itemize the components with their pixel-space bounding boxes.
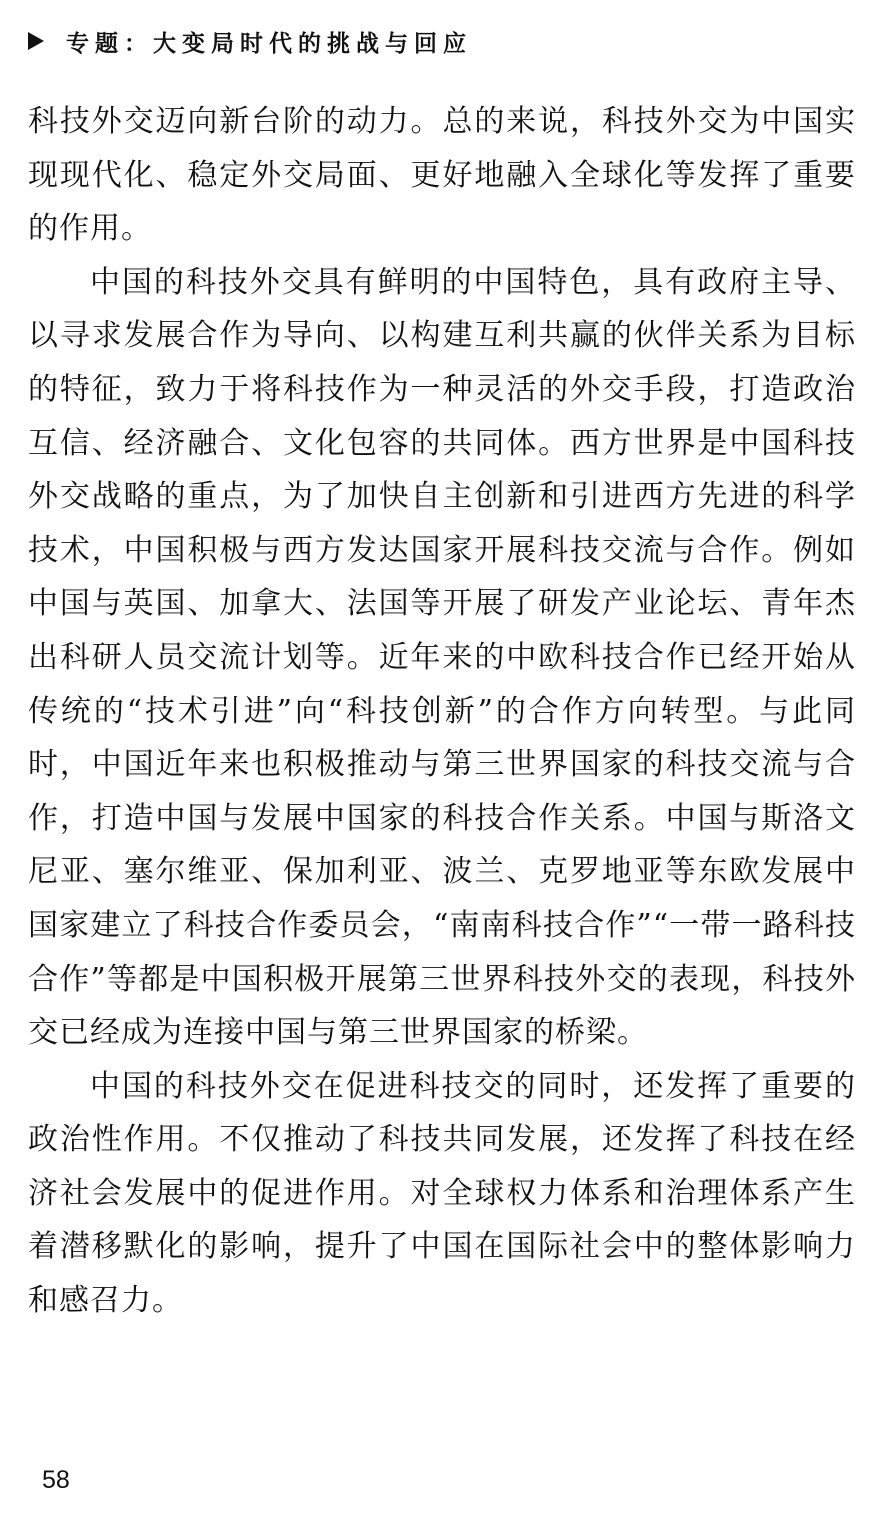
- header-title: 专题：大变局时代的挑战与回应: [66, 30, 472, 57]
- paragraph: 中国的科技外交在促进科技交的同时，还发挥了重要的政治性作用。不仅推动了科技共同发展，还发挥了科技在经济社会发展中的促进作用。对全球权力体系和治理体系产生着潜移默化的影响，提升了中国在国际社会中的整体影响力和感召力。: [28, 1068, 856, 1319]
- paragraph: 中国的科技外交具有鲜明的中国特色，具有政府主导、以寻求发展合作为导向、以构建互利共赢的伙伴关系为目标的特征，致力于将科技作为一种灵活的外交手段，打造政治互信、经济融合、文化包容的共同体。西方世界是中国科技外交战略的重点，为了加快自主创新和引进西方先进的科学技术，中国积极与西方发达国家开展科技交流与合作。例如中国与英国、加拿大、法国等开展了研发产业论坛、青年杰出科研人员交流计划等。近年来的中欧科技合作已经开始从传统的“技术引进”向“科技创新”的合作方向转型。与此同时，中国近年来也积极推动与第三世界国家的科技交流与合作，打造中国与发展中国家的科技合作关系。中国与斯洛文尼亚、塞尔维亚、保加利亚、波兰、克罗地亚等东欧发展中国家建立了科技合作委员会，“南南科技合作”“一带一路科技合作”等都是中国积极开展第三世界科技外交的表现，科技外交已经成为连接中国与第三世界国家的桥梁。: [28, 264, 856, 1051]
- running-header: [28, 24, 472, 58]
- paragraph-continuation: 科技外交迈向新台阶的动力。总的来说，科技外交为中国实现现代化、稳定外交局面、更好地融入全球化等发挥了重要的作用。: [28, 104, 856, 247]
- page-number: 58: [42, 1466, 70, 1494]
- body-text: [28, 95, 856, 1328]
- right-triangle-icon: [28, 32, 44, 50]
